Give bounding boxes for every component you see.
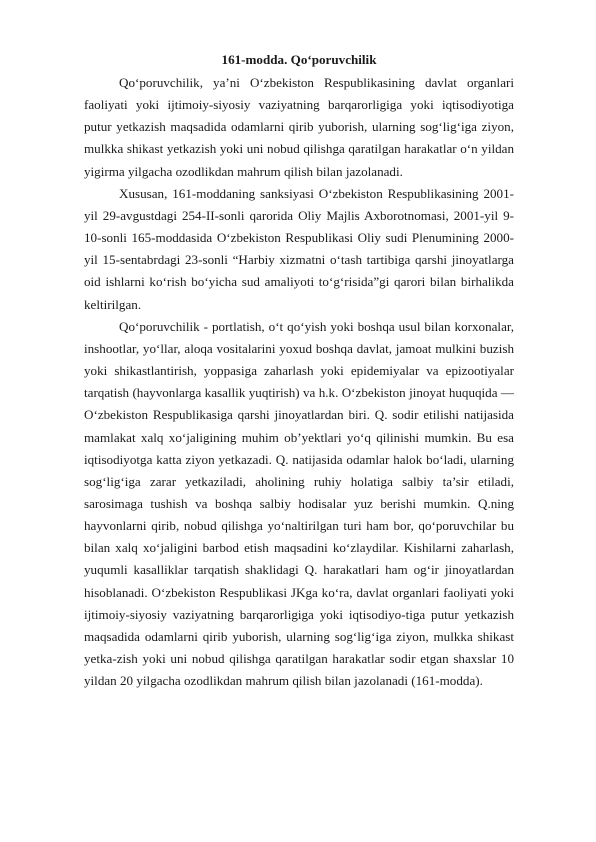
paragraph-definition: Qo‘poruvchilik, ya’ni O‘zbekiston Respublikasining davlat organlari faoliyati yoki ijtimoiy-siyosiy vaziyatning barqarorligiga yoki iqtisodiyotiga putur yetkazish maqsadida odamlarni qirib yuborish, ularning sog‘lig‘iga ziyon, mulkka shikast yetkazish yoki uni nobud qilishga qaratilgan harakatlar o‘n yildan yigirma yilgacha ozodlikdan mahrum qilish bilan jazolanadi. bbox=[84, 75, 514, 179]
paragraph-explanation: Qo‘poruvchilik - portlatish, o‘t qo‘yish yoki boshqa usul bilan korxonalar, inshootlar, yo‘llar, aloqa vositalarini yoxud boshqa davlat, jamoat mulkini buzish yoki shikastlantirish, yoppasiga zaharlash yoki epidemiyalar va epizootiyalar tarqatish (hayvonlarga kasallik yuqtirish) va h.k. O‘zbekiston jinoyat huquqida — O‘zbekiston Respublikasiga qarshi jinoyatlardan biri. Q. sodir etilishi natijasida mamlakat xalq xo‘jaligining muhim ob’yektlari yo‘q qilinishi mumkin. Bu esa iqtisodiyotga katta ziyon yetkazadi. Q. natijasida odamlar halok bo‘ladi, ularning sog‘lig‘iga zarar yetkaziladi, aholining ruhiy holatiga salbiy ta’sir etiladi, sarosimaga tushish va boshqa salbiy hodisalar yuz berishi mumkin. Q.ning hayvonlarni qirib, nobud qilishga yo‘naltirilgan turi ham bor, qo‘poruvchilar bu bilan xalq xo‘jaligini barbod etish maqsadini ko‘zlaydilar. Kishilarni zaharlash, yuqumli kasalliklar tarqatish shaklidagi Q. harakatlari ham og‘ir jinoyatlardan hisoblanadi. O‘zbekiston Respublikasi JKga ko‘ra, davlat organlari faoliyati yoki ijtimoiy-siyosiy vaziyatning barqarorligiga yoki iqtisodiyo-tiga putur yetkazish maqsadida odamlarni qirib yuborish, ularning sog‘lig‘iga ziyon, mulkka shikast yetka-zish yoki uni nobud qilishga qaratilgan harakatlar sodir etgan shaxslar 10 yildan 20 yilgacha ozodlikdan mahrum qilish bilan jazolanadi (161-modda). bbox=[84, 318, 514, 689]
paragraph-sanction-source: Xususan, 161-moddaning sanksiyasi O‘zbekiston Respublikasining 2001-yil 29-avgustdagi 254-II-sonli qarorida Oliy Majlis Axborotnomasi, 2001-yil 9-10-sonli 165-moddasida O‘zbekiston Respublikasi Oliy sudi Plenumining 2000-yil 15-sentabrdagi 23-sonli “Harbiy xizmatni o‘tash tartibiga qarshi jinoyatlarga oid ishlarni ko‘rish bo‘yicha sud amaliyoti to‘g‘risida”gi qarori bilan birhalikda keltirilgan. bbox=[84, 185, 514, 312]
document-page bbox=[84, 50, 514, 692]
article-title: 161-modda. Qo‘poruvchilik bbox=[221, 52, 377, 67]
